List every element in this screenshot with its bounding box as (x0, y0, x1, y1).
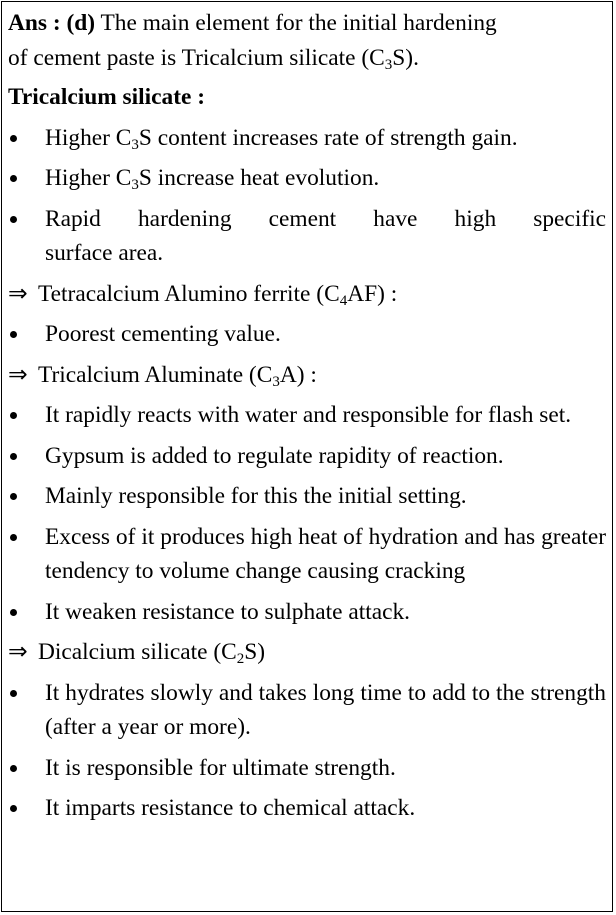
answer-box (1, 1, 613, 912)
section-heading-tetracalcium (8, 277, 606, 312)
list-item (8, 121, 606, 156)
heading-text: Dicalcium silicate (C (38, 639, 237, 665)
bullet-icon (10, 765, 17, 772)
implies-arrow-icon: ⇒ (8, 639, 28, 665)
list-item (8, 520, 606, 589)
implies-arrow-icon: ⇒ (8, 280, 28, 307)
list-item (8, 398, 606, 433)
subscript: 2 (236, 651, 245, 667)
bullet-icon (10, 175, 17, 182)
answer-text-line2a: of cement paste is Tricalcium silicate (C (8, 44, 385, 71)
bullet-text: It rapidly reacts with water and responsible for flash set. (45, 402, 572, 428)
bullet-text: Mainly responsible for this the initial setting. (45, 483, 467, 509)
list-item (8, 751, 606, 786)
subscript: 3 (131, 136, 139, 153)
list-item (8, 161, 606, 196)
bullet-text: Higher C (45, 124, 132, 151)
bullet-icon (10, 805, 17, 812)
subscript: 3 (272, 373, 280, 390)
bullet-text: It imparts resistance to chemical attack. (45, 795, 416, 821)
answer-label: Ans : (d) (8, 10, 96, 36)
subscript: 4 (339, 292, 348, 309)
bullet-icon (10, 412, 17, 419)
heading-text: Tetracalcium Alumino ferrite (C (38, 280, 340, 307)
bullet-text: surface area. (45, 240, 164, 266)
answer-text-line2b: S). (392, 44, 419, 71)
list-item (8, 791, 606, 826)
list-item (8, 676, 606, 745)
bullet-text: Gypsum is added to regulate rapidity of reaction. (45, 442, 504, 469)
bullet-text: It weaken resistance to sulphate attack. (45, 598, 410, 625)
bullet-icon (10, 690, 17, 697)
bullet-text: S content increases rate of strength gain. (138, 124, 518, 151)
heading-text: S) (244, 639, 266, 665)
bullet-text: Excess of it produces high heat of hydration and has greater tendency to volume change causing cracking (45, 523, 606, 584)
list-item (8, 202, 606, 271)
list-item (8, 317, 606, 352)
bullet-text: Poorest cementing value. (45, 321, 281, 347)
section-heading-tricalcium-silicate: Tricalcium silicate : (8, 84, 206, 110)
section-heading-tricalcium-aluminate (8, 358, 606, 393)
bullet-icon (10, 331, 17, 338)
implies-arrow-icon: ⇒ (8, 361, 28, 388)
bullet-icon (10, 216, 17, 223)
bullet-text: S increase heat evolution. (138, 165, 380, 191)
bullet-text: Higher C (45, 165, 132, 191)
heading-text: A) : (279, 361, 317, 388)
section-heading-dicalcium-silicate (8, 635, 606, 670)
answer-text-line1: The main element for the initial hardening (100, 10, 497, 36)
answer-sub: 3 (384, 56, 393, 73)
list-item (8, 439, 606, 474)
bullet-text: Rapid hardening cement have high specific (45, 205, 606, 232)
list-item (8, 479, 606, 514)
subscript: 3 (131, 177, 139, 193)
bullet-icon (10, 453, 17, 460)
heading-text: AF) : (347, 280, 398, 307)
bullet-icon (10, 534, 17, 541)
list-item (8, 595, 606, 630)
heading-text: Tricalcium Aluminate (C (38, 361, 273, 388)
bullet-icon (10, 609, 17, 616)
answer-intro (8, 6, 606, 75)
bullet-text: It is responsible for ultimate strength. (45, 754, 396, 781)
bullet-icon (10, 493, 17, 500)
bullet-icon (10, 135, 17, 142)
bullet-text: It hydrates slowly and takes long time to add to the strength (after a year or more). (45, 679, 606, 740)
